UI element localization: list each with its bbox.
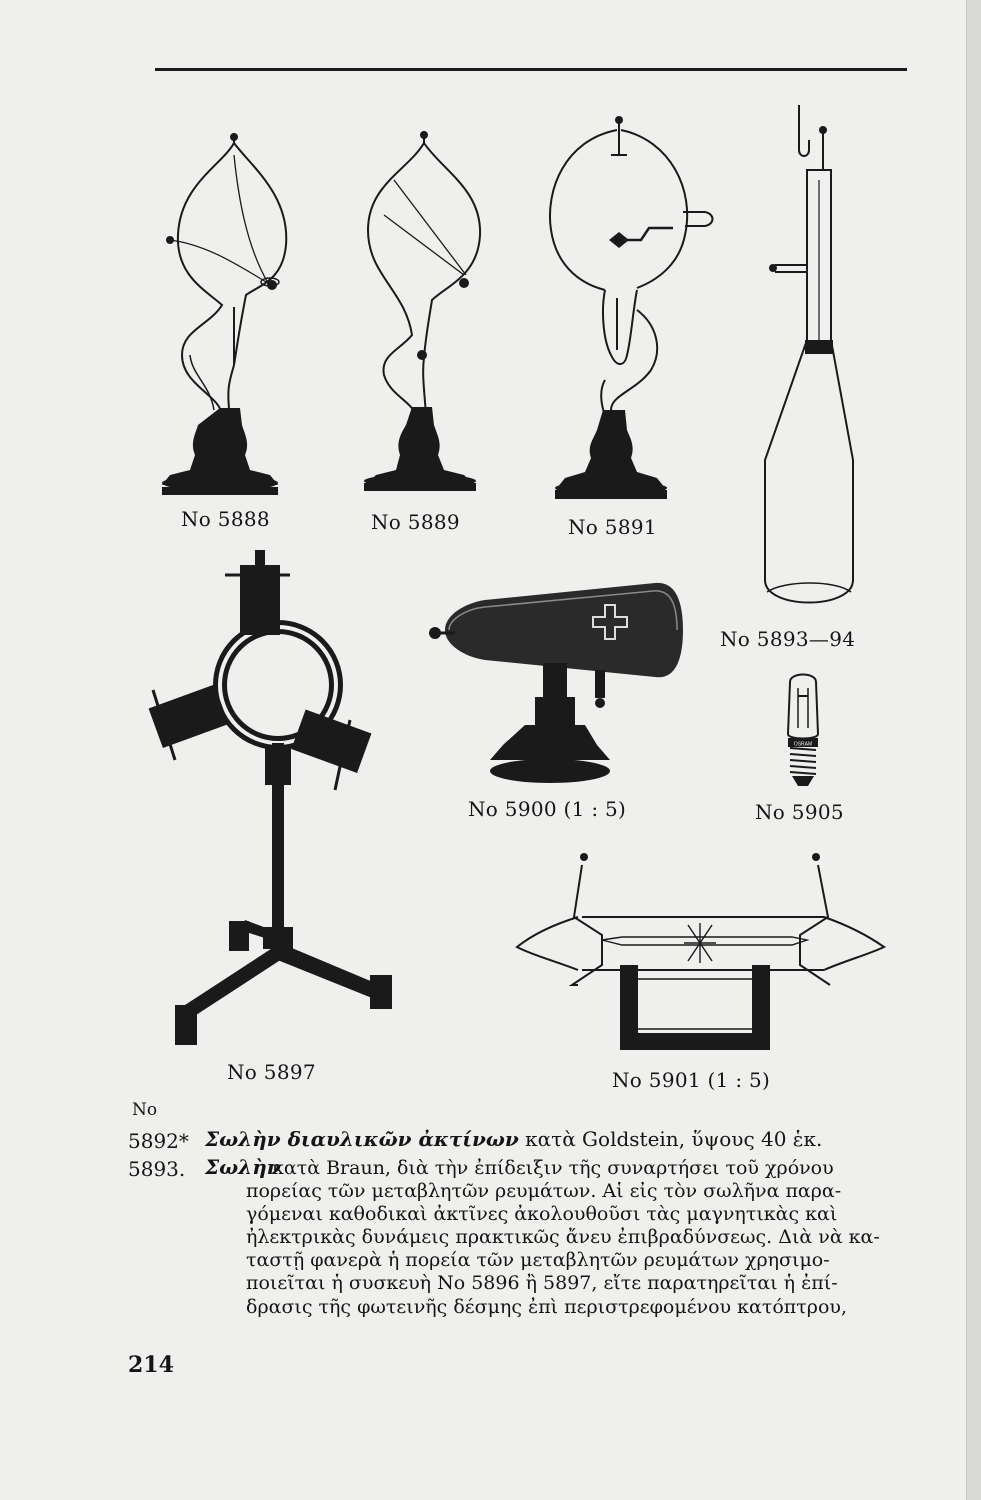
entry-5892-text: [205, 1128, 822, 1151]
entry-5892-rest: κατὰ Goldstein, ὕψους 40 ἑκ.: [525, 1127, 823, 1151]
caption-5905: No 5905: [755, 800, 844, 824]
header-rule: [155, 68, 907, 71]
lamp-brand-label: OSRAM: [793, 741, 813, 748]
figure-5900-illustration: [425, 575, 685, 790]
caption-5893-94: No 5893—94: [720, 627, 856, 651]
page-number: 214: [128, 1352, 174, 1378]
figure-5888-illustration: [150, 125, 290, 500]
caption-5897: No 5897: [227, 1060, 316, 1084]
caption-5889: No 5889: [371, 510, 460, 534]
caption-5888: No 5888: [181, 507, 270, 531]
entry-5893-line-4: ἠλεκτρικὰς δυνάμεις πρακτικῶς ἄνευ ἐπιβραδύνσεως. Διὰ νὰ κα-: [246, 1226, 880, 1248]
entry-5892-title: Σωλὴν διαυλικῶν ἀκτίνων: [205, 1127, 519, 1151]
entry-5893-line-3: γόμεναι καθοδικαὶ ἀκτῖνες ἀκολουθοῦσι τὰς μαγνητικὰς καὶ: [246, 1203, 838, 1225]
figure-5905-illustration: [778, 668, 828, 793]
figure-5889-illustration: [360, 125, 490, 495]
figure-5893-94-illustration: [755, 100, 865, 625]
entry-5893-line-1: κατὰ Braun, διὰ τὴν ἐπίδειξιν τῆς συναρτήσει τοῦ χρόνου: [272, 1157, 834, 1179]
caption-5900: No 5900 (1 : 5): [468, 797, 627, 821]
no-column-label: No: [132, 1100, 158, 1120]
entry-5893-number: 5893.: [128, 1157, 186, 1181]
entry-5892-number: 5892*: [128, 1129, 189, 1153]
entry-5893-line-2: πορείας τῶν μεταβλητῶν ρευμάτων. Αἱ εἰς τὸν σωλῆνα παρα-: [246, 1180, 842, 1202]
figure-5891-illustration: [545, 110, 720, 510]
page-edge: [966, 0, 981, 1500]
caption-5891: No 5891: [568, 515, 657, 539]
entry-5893-line-5: ταστῇ φανερὰ ἡ πορεία τῶν μεταβλητῶν ρευμάτων χρησιμο-: [246, 1249, 830, 1271]
entry-5893-title: Σωλὴν: [205, 1155, 281, 1179]
caption-5901: No 5901 (1 : 5): [612, 1068, 771, 1092]
figure-5897-illustration: [145, 545, 420, 1055]
entry-5893-line-7: δρασις τῆς φωτεινῆς δέσμης ἐπὶ περιστρεφομένου κατόπτρου,: [246, 1296, 847, 1318]
figure-5901-illustration: [512, 845, 887, 1055]
entry-5893-line-6: ποιεῖται ἡ συσκευὴ No 5896 ἢ 5897, εἴτε παρατηρεῖται ἡ ἐπί-: [246, 1272, 838, 1294]
